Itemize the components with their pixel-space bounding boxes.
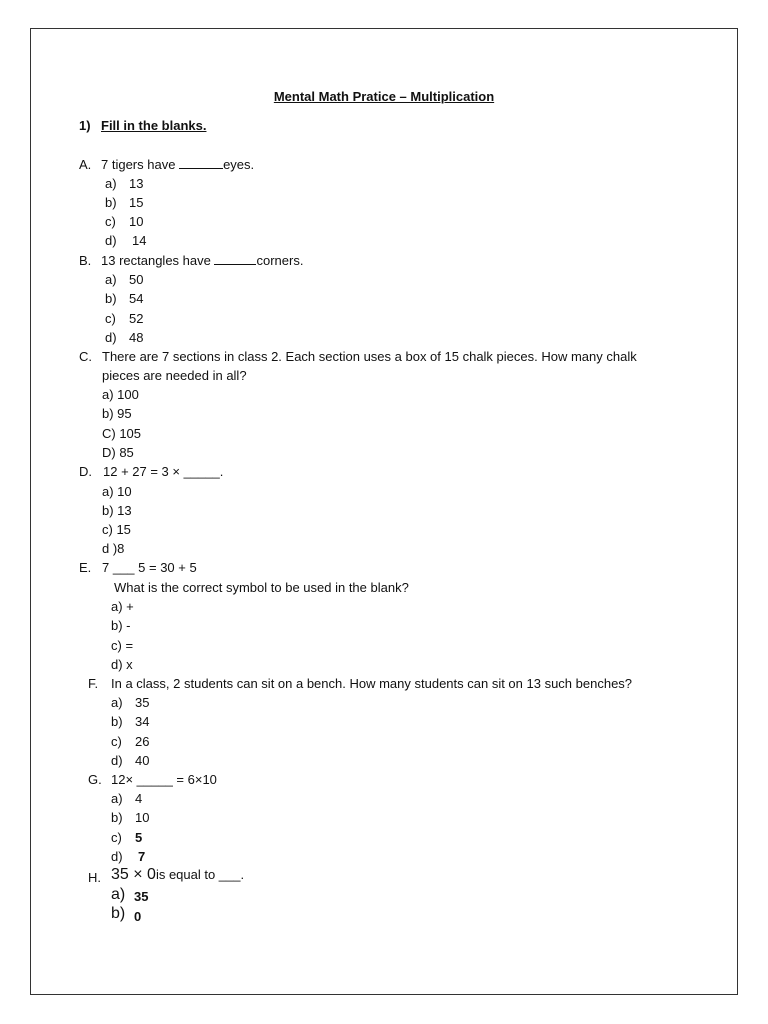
question-c-line1: There are 7 sections in class 2. Each section uses a box of 15 chalk pieces. How many chalk (102, 349, 637, 364)
option-value: 54 (129, 291, 144, 306)
question-b-pre: 13 rectangles have (101, 253, 211, 268)
option: a) 100 (102, 387, 139, 402)
option-label: a) (111, 695, 123, 710)
question-c-letter: C. (79, 349, 92, 364)
question-h-text (111, 867, 244, 883)
question-g-text: 12× _____ = 6×10 (111, 772, 217, 787)
option: b) - (111, 618, 131, 633)
option-value: 40 (135, 753, 150, 768)
option-value: 13 (129, 176, 144, 191)
question-b-post: corners. (256, 253, 304, 268)
option: c) = (111, 638, 134, 653)
option: b) 13 (102, 503, 132, 518)
option-value: 35 (134, 889, 149, 904)
option-label: c) (105, 311, 116, 326)
question-b-text (101, 253, 303, 269)
option-label: a) (111, 791, 123, 806)
option-value: 10 (135, 810, 150, 825)
option-label: b) (111, 714, 123, 729)
option-label: a) (105, 176, 117, 191)
option: C) 105 (102, 426, 142, 441)
question-a-text (101, 157, 254, 173)
option-label: a) (105, 272, 117, 287)
option-label: d) (105, 233, 117, 248)
question-d-text: 12 + 27 = 3 × _____. (103, 464, 224, 479)
question-e-text: 7 ___ 5 = 30 + 5 (102, 560, 197, 575)
option-label: b) (105, 195, 117, 210)
option-value: 48 (129, 330, 144, 345)
question-h-expr: 35 × 0 (111, 866, 156, 883)
option: b) 95 (102, 406, 132, 421)
question-g-letter: G. (88, 772, 102, 787)
question-e-prompt: What is the correct symbol to be used in the blank? (114, 580, 409, 595)
option-label: c) (111, 830, 122, 845)
option-value: 10 (129, 214, 144, 229)
question-b-letter: B. (79, 253, 92, 268)
worksheet-title: Mental Math Pratice – Multiplication (273, 89, 495, 104)
option: d )8 (102, 541, 125, 556)
option: c) 15 (102, 522, 131, 537)
option-value: 50 (129, 272, 144, 287)
option-label: b) (111, 905, 126, 922)
option-value: 34 (135, 714, 150, 729)
question-d-letter: D. (79, 464, 92, 479)
option-label: b) (111, 810, 123, 825)
option-value: 26 (135, 734, 150, 749)
section-number: 1) (79, 118, 91, 133)
question-a-post: eyes. (223, 157, 255, 172)
option: d) x (111, 657, 133, 672)
worksheet-page (30, 28, 738, 995)
question-e-letter: E. (79, 560, 92, 575)
option-label: d) (111, 849, 123, 864)
option-value: 52 (129, 311, 144, 326)
answer-blank (214, 253, 256, 265)
question-f-letter: F. (88, 676, 99, 691)
option-value: 5 (135, 830, 143, 845)
option-value: 4 (135, 791, 143, 806)
option-label: d) (105, 330, 117, 345)
option-label: c) (105, 214, 116, 229)
option-label: b) (105, 291, 117, 306)
option-value: 14 (132, 233, 147, 248)
option-value: 35 (135, 695, 150, 710)
option-label: c) (111, 734, 122, 749)
question-a-letter: A. (79, 157, 92, 172)
option-label: d) (111, 753, 123, 768)
option-value: 7 (138, 849, 146, 864)
question-h-letter: H. (88, 870, 101, 885)
option: a) + (111, 599, 134, 614)
option-label: a) (111, 886, 126, 903)
question-a-pre: 7 tigers have (101, 157, 176, 172)
section-label: Fill in the blanks. (101, 118, 207, 133)
option: a) 10 (102, 484, 132, 499)
question-h-tail: is equal to ___. (155, 867, 245, 882)
question-c-line2: pieces are needed in all? (102, 368, 247, 383)
option-value: 0 (134, 909, 142, 924)
answer-blank (179, 157, 223, 169)
question-f-text: In a class, 2 students can sit on a bench. How many students can sit on 13 such benches? (111, 676, 633, 691)
option: D) 85 (102, 445, 134, 460)
option-value: 15 (129, 195, 144, 210)
